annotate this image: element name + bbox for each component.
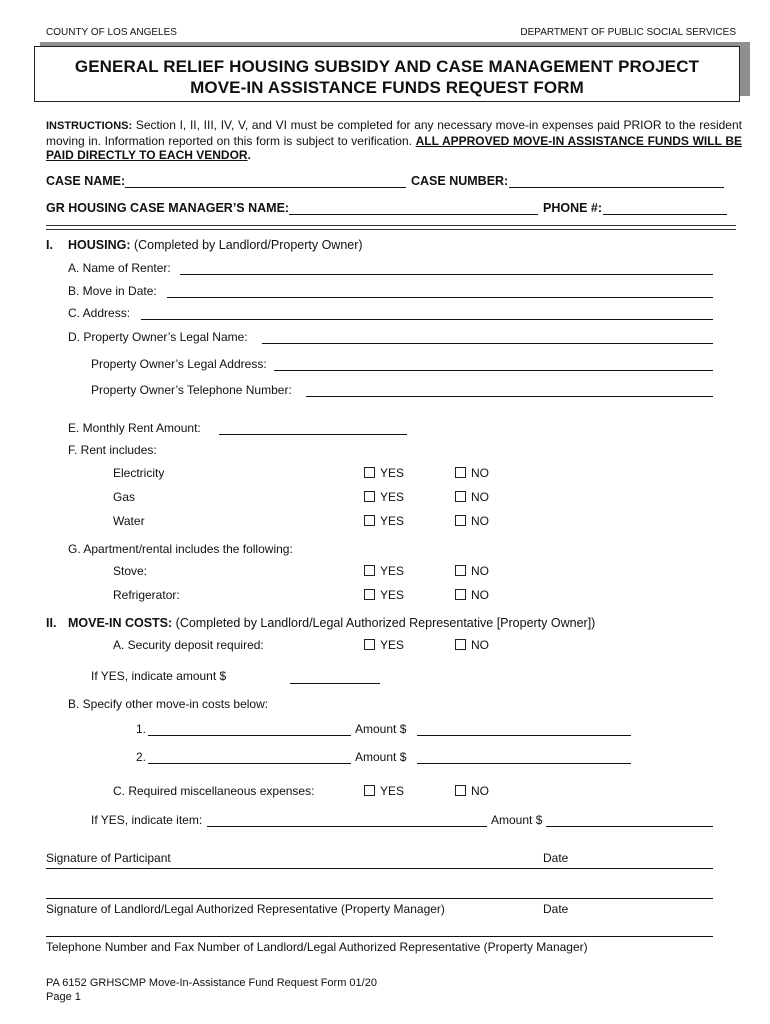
title-box [34,46,740,102]
misc-item-field[interactable] [207,826,487,827]
cost-amount-1-field[interactable] [417,735,631,736]
utility-gas-label: Gas [113,490,136,504]
landlord-telephone-line[interactable] [46,936,713,937]
owner-legal-address-label: Property Owner’s Legal Address: [91,357,267,371]
case-number-label: CASE NUMBER: [411,174,509,188]
owner-legal-name-field[interactable] [262,343,713,344]
appliance-refrigerator-label: Refrigerator: [113,588,180,602]
case-manager-label: GR HOUSING CASE MANAGER’S NAME: [46,201,290,215]
cost-amount-2-field[interactable] [417,763,631,764]
checkbox-icon [364,565,375,576]
instructions-emphasis: ALL APPROVED MOVE-IN ASSISTANCE FUNDS WILL BE PAID DIRECTLY TO EACH VENDOR [46,133,742,162]
checkbox-icon [455,589,466,600]
apartment-includes-label: G. Apartment/rental includes the following: [68,542,293,556]
gas-yes-checkbox[interactable]: YES [364,490,404,504]
page-header [46,27,736,41]
checkbox-icon [455,491,466,502]
section-divider [46,225,736,230]
cost-item-1-field[interactable] [148,735,351,736]
rent-includes-label: F. Rent includes: [68,443,157,457]
landlord-signature-line[interactable] [46,898,713,899]
section1-numeral: I. [46,238,53,252]
section2-numeral: II. [46,616,57,630]
security-deposit-yes-checkbox[interactable]: YES [364,638,404,652]
case-name-field[interactable] [125,187,406,188]
monthly-rent-label: E. Monthly Rent Amount: [68,421,201,435]
landlord-date-label: Date [543,902,569,916]
county-name: COUNTY OF LOS ANGELES [46,27,177,38]
appliance-stove-label: Stove: [113,564,148,578]
instructions-heading: INSTRUCTIONS: [46,120,133,132]
checkbox-icon [455,467,466,478]
security-deposit-no-checkbox[interactable]: NO [455,638,489,652]
checkbox-icon [455,785,466,796]
section2-heading: MOVE-IN COSTS: (Completed by Landlord/Legal Authorized Representative [Property Owner]) [68,616,596,630]
cost-amount-2-label: Amount $ [355,750,407,764]
department-name: DEPARTMENT OF PUBLIC SOCIAL SERVICES [520,27,736,38]
misc-expenses-yes-checkbox[interactable]: YES [364,784,404,798]
checkbox-icon [364,515,375,526]
utility-water-label: Water [113,514,145,528]
other-costs-label: B. Specify other move-in costs below: [68,697,269,711]
deposit-amount-label: If YES, indicate amount $ [91,669,227,683]
case-name-label: CASE NAME: [46,174,126,188]
checkbox-icon [364,589,375,600]
cost-item-2-label: 2. [136,750,147,764]
misc-item-label: If YES, indicate item: [91,813,203,827]
checkbox-icon [455,639,466,650]
refrigerator-no-checkbox[interactable]: NO [455,588,489,602]
page-number: Page 1 [46,991,81,1003]
phone-field[interactable] [603,214,727,215]
misc-amount-label: Amount $ [491,813,543,827]
electricity-yes-checkbox[interactable]: YES [364,466,404,480]
owner-telephone-field[interactable] [306,396,713,397]
checkbox-icon [364,467,375,478]
move-in-date-label: B. Move in Date: [68,284,157,298]
address-label: C. Address: [68,306,131,320]
electricity-no-checkbox[interactable]: NO [455,466,489,480]
case-manager-field[interactable] [289,214,538,215]
participant-date-label: Date [543,851,569,865]
instructions-body: Section I, II, III, IV, V, and VI must be completed for any necessary move-in expenses paid PRIOR to the resident moving in. Information reported on this form is subject to verification. [46,118,742,148]
owner-legal-name-label: D. Property Owner’s Legal Name: [68,330,248,344]
owner-telephone-label: Property Owner’s Telephone Number: [91,383,292,397]
owner-legal-address-field[interactable] [274,370,713,371]
checkbox-icon [455,515,466,526]
address-field[interactable] [141,319,713,320]
renter-name-label: A. Name of Renter: [68,261,171,275]
misc-amount-field[interactable] [546,826,713,827]
gas-no-checkbox[interactable]: NO [455,490,489,504]
participant-signature-label: Signature of Participant [46,851,171,865]
section1-heading: HOUSING: (Completed by Landlord/Property Owner) [68,238,363,252]
checkbox-icon [364,785,375,796]
instructions [46,118,742,163]
cost-amount-1-label: Amount $ [355,722,407,736]
participant-signature-line[interactable] [46,868,713,869]
refrigerator-yes-checkbox[interactable]: YES [364,588,404,602]
deposit-amount-field[interactable] [290,683,380,684]
cost-item-2-field[interactable] [148,763,351,764]
form-id: PA 6152 GRHSCMP Move-In-Assistance Fund Request Form 01/20 [46,977,377,989]
misc-expenses-label: C. Required miscellaneous expenses: [113,784,315,798]
renter-name-field[interactable] [180,274,713,275]
water-yes-checkbox[interactable]: YES [364,514,404,528]
utility-electricity-label: Electricity [113,466,165,480]
security-deposit-label: A. Security deposit required: [113,638,264,652]
form-title-line1: GENERAL RELIEF HOUSING SUBSIDY AND CASE MANAGEMENT PROJECT [74,57,700,76]
instructions-end: . [247,148,251,162]
landlord-signature-label: Signature of Landlord/Legal Authorized Representative (Property Manager) [46,902,445,916]
landlord-telephone-label: Telephone Number and Fax Number of Landlord/Legal Authorized Representative (Property Manager) [46,940,588,954]
cost-item-1-label: 1. [136,722,147,736]
move-in-date-field[interactable] [167,297,713,298]
checkbox-icon [364,639,375,650]
water-no-checkbox[interactable]: NO [455,514,489,528]
checkbox-icon [455,565,466,576]
misc-expenses-no-checkbox[interactable]: NO [455,784,489,798]
phone-label: PHONE #: [543,201,603,215]
case-number-field[interactable] [509,187,724,188]
monthly-rent-field[interactable] [219,434,407,435]
stove-yes-checkbox[interactable]: YES [364,564,404,578]
stove-no-checkbox[interactable]: NO [455,564,489,578]
checkbox-icon [364,491,375,502]
form-title-line2: MOVE-IN ASSISTANCE FUNDS REQUEST FORM [190,78,584,97]
